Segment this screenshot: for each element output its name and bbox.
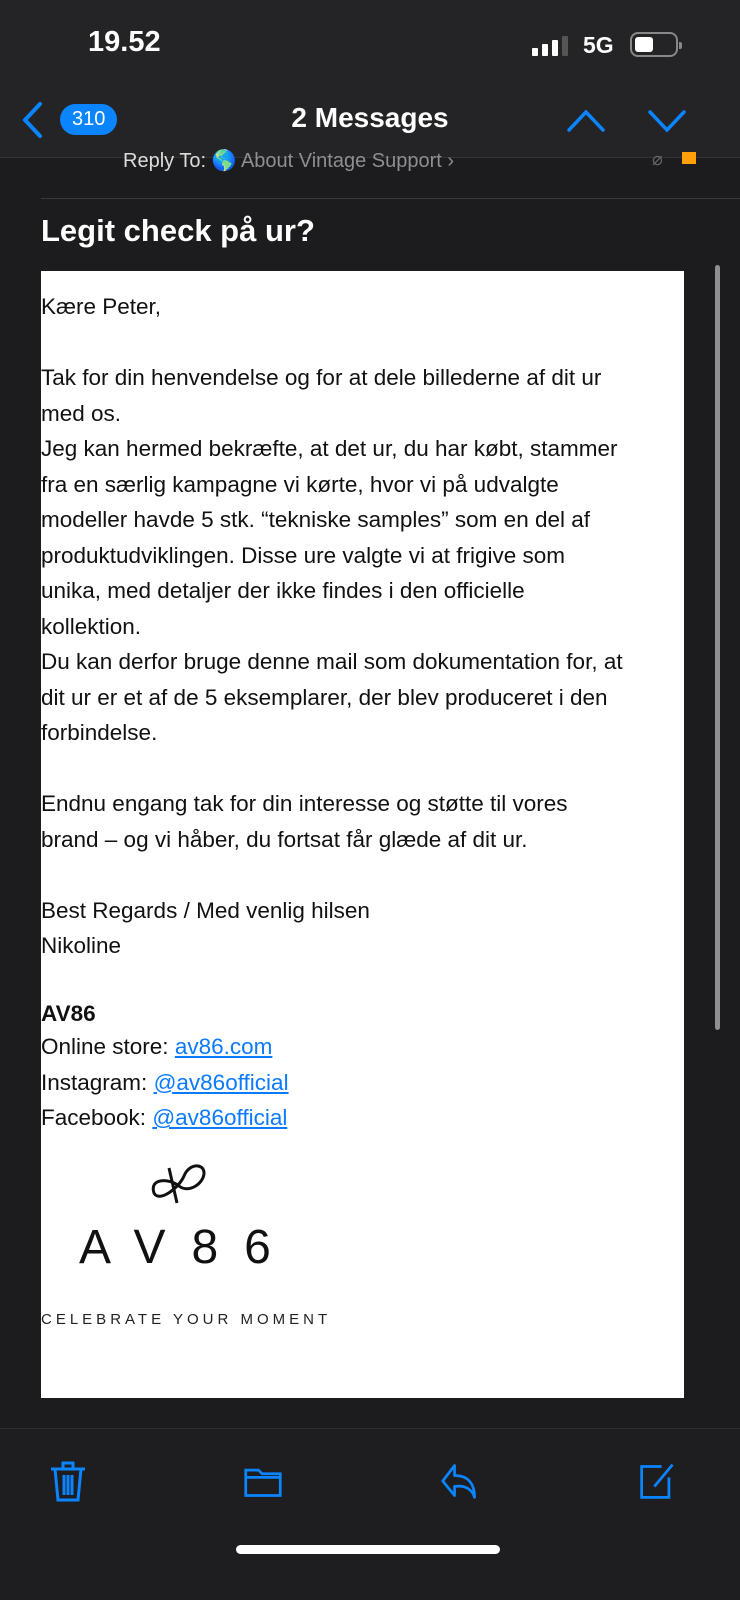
facebook-link[interactable]: @av86official <box>152 1105 288 1130</box>
nav-title: 2 Messages <box>291 102 449 133</box>
previous-message-icon[interactable] <box>566 100 606 140</box>
scrollbar[interactable] <box>715 265 720 1030</box>
text-line: forbindelse. <box>41 720 158 745</box>
store-label: Online store: <box>41 1034 169 1059</box>
signal-icon <box>532 36 568 56</box>
logo-tagline: CELEBRATE YOUR MOMENT <box>41 1310 332 1328</box>
text-line: med os. <box>41 400 122 426</box>
attachment-icon: ⌀ <box>652 149 663 169</box>
text-line: produktudviklingen. Disse ure valgte vi at frigive som <box>41 542 565 568</box>
bottom-toolbar <box>0 1428 740 1600</box>
av86-logo <box>41 1158 684 1338</box>
folder-icon[interactable] <box>243 1459 283 1503</box>
flag-icon <box>682 152 696 164</box>
reply-icon[interactable] <box>440 1459 480 1503</box>
logo-mark-icon <box>149 1158 209 1208</box>
text-line: Du kan derfor bruge denne mail som dokumentation for, at <box>41 649 623 674</box>
text-line: Endnu engang tak for din interesse og støtte til vores <box>41 791 568 816</box>
status-bar <box>0 0 740 90</box>
reply-to-name[interactable]: About Vintage Support <box>240 150 442 172</box>
instagram-label: Instagram: <box>41 1069 148 1095</box>
greeting: Kære Peter, <box>41 294 162 319</box>
text-line: brand – og vi håber, du fortsat får glæde af dit ur. <box>41 826 528 852</box>
text-line: modeller havde 5 stk. “tekniske samples” som en del af <box>41 507 590 532</box>
text-line: unika, med detaljer der ikke findes i den officielle <box>41 578 525 603</box>
paragraph-2 <box>41 786 684 857</box>
text-line: Jeg kan hermed bekræfte, at det ur, du har købt, stammer <box>41 436 618 461</box>
facebook-label: Facebook: <box>41 1105 147 1130</box>
text-line: Tak for din henvendelse og for at dele billederne af dit ur <box>41 365 602 390</box>
reply-to-label: Reply To: <box>123 150 207 172</box>
signoff: Best Regards / Med venlig hilsen <box>41 897 370 923</box>
network-type: 5G <box>583 32 614 58</box>
home-indicator <box>236 1545 500 1554</box>
paragraph-1 <box>41 360 684 751</box>
chevron-right-icon: › <box>447 150 455 172</box>
next-message-icon[interactable] <box>647 100 687 140</box>
text-line: kollektion. <box>41 613 142 639</box>
text-line: dit ur er et af de 5 eksemplarer, der blev produceret i den <box>41 684 608 710</box>
company-name: AV86 <box>41 1001 96 1026</box>
battery-icon <box>630 32 678 57</box>
instagram-link[interactable]: @av86official <box>153 1069 289 1095</box>
sender-name: Nikoline <box>41 933 122 958</box>
reply-to-row[interactable] <box>123 148 454 173</box>
store-link[interactable]: av86.com <box>174 1034 273 1059</box>
trash-icon[interactable] <box>48 1459 88 1503</box>
email-body <box>41 271 684 1398</box>
back-count-badge[interactable]: 310 <box>60 104 117 135</box>
globe-icon: 🌎 <box>211 150 237 172</box>
clock: 19.52 <box>88 26 161 58</box>
text-line: fra en særlig kampagne vi kørte, hvor vi på udvalgte <box>41 471 559 497</box>
email-subject: Legit check på ur? <box>41 213 315 248</box>
divider <box>41 198 740 199</box>
logo-wordmark: AV86 <box>79 1220 297 1274</box>
compose-icon[interactable] <box>638 1459 678 1503</box>
